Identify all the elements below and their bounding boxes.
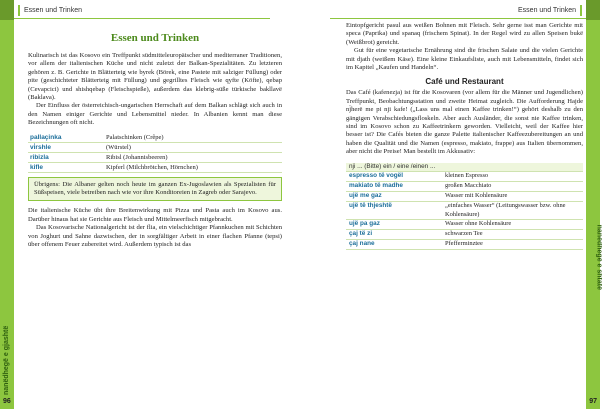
left-page <box>0 0 300 409</box>
paragraph-italian-cuisine: Die italienische Küche übt ihre Breitenwirkung mit Pizza und Pasta auch im Kosovo aus. Darüber hinaus hat sie Gerichte aus Fleisch und Mittelmeerfisch mitgebracht. <box>28 207 282 223</box>
paragraph-austro-hungarian: Der Einfluss der österreichisch-ungarischen Herrschaft auf dem Balkan schlägt sich auch in den Namen einiger Gerichte und Lebensmittel nieder. In Albanien kennt man diese Bezeichnungen oft nicht. <box>28 102 282 127</box>
paragraph-cafe: Das Café (kafenezja) ist für die Kosovaren (vor allem für die Männer und Jugendlichen) Treffpunkt, Beobachtungsstation und zweite Heimat zugleich. Die Aufforderung Hajde nj̈herë me pi nji kafe! („Lass uns mal einen Kaffee trinken!“) gehört deshalb zu den gängigen Verabschiedungsfloskeln. Aber auch Ausländer, die sonst nie Kaffee trinken, sind im Kosovo schon zu Kaffeetrinkern geworden. Vielleicht, weil der Kaffee hier besser ist? Die Cafés bieten die ganze Palette italienischer Kaffeezubereitungen an und haben die Qualität und die Namen (espresso, makiato, frappe) aus Italien übernommen, aber nicht die Preise! Man bestellt im Akkusativ: <box>346 89 583 156</box>
table-row: espresso të vogël kleinen Espresso <box>346 172 583 182</box>
paragraph-vegetarian: Gut für eine vegetarische Ernährung sind die frischen Salate und die vielen Gerichte mit djath (weißem Käse). Eine kleine Einkaufsliste, auch mit Lebensmitteln, findet sich im Kapitel „Kaufen und Handeln“. <box>346 47 583 72</box>
table-row: vi̇rshle (Würstel) <box>28 142 282 152</box>
page-number-right: 97 <box>589 398 597 405</box>
table-row: kifle Kipferl (Milchbrötchen, Hörnchen) <box>28 162 282 172</box>
right-content <box>346 22 583 250</box>
right-page <box>300 0 600 409</box>
table-row: ujë të thjeshtë „einfaches Wasser“ (Leitungswasser bzw. ohne Kohlensäure) <box>346 201 583 220</box>
vocab-table <box>28 133 282 173</box>
paragraph-pasul: Eintopfgericht pasul aus weißen Bohnen mit Fleisch. Sehr gerne isst man Gerichte mit speca (Paprika) und spanaq (frischem Spinat). In der Regel wird zu allen Speisen bukë (Weißbrot) gereicht. <box>346 22 583 46</box>
header-rule-right <box>330 18 586 19</box>
page-number-left: 96 <box>3 398 11 405</box>
table-row: pallaçinka Palatschinken (Crêpe) <box>28 133 282 143</box>
note-text: Übrigens: Die Albaner gelten noch heute im ganzen Ex-Jugoslawien als Spezialisten für Süßspeisen, viele betreiben nach wie vor ihre Konditoreien in Zagreb oder Sarajevo. <box>34 180 276 197</box>
running-head-left: Essen und Trinken <box>18 5 86 16</box>
table-row: çaj nane Pfefferminztee <box>346 240 583 250</box>
phrase-header-row <box>346 163 583 172</box>
corner-tab-left <box>0 0 14 20</box>
left-content <box>28 30 282 250</box>
phrase-header: nji ... (Bitte) ein / eine /einen ... <box>346 163 583 172</box>
table-row: ribizla Ribisl (Johannisbeeren) <box>28 152 282 162</box>
side-strip-right <box>586 0 600 409</box>
side-label-left: nanëdhegë e gjashtë <box>3 325 10 395</box>
corner-tab-right <box>586 0 600 20</box>
running-head-right: Essen und Trinken <box>514 5 582 16</box>
header-rule-left <box>14 18 270 19</box>
table-row: çaj të zi schwarzen Tee <box>346 230 583 240</box>
chapter-title: Essen und Trinken <box>110 32 200 44</box>
section-title-cafe: Café und Restaurant <box>425 77 504 87</box>
note-box <box>28 177 282 202</box>
paragraph-national-dish: Das Kosovarische Nationalgericht ist der flia, ein vielschichtiger Pfannkuchen mit Schichten von Joghurt und Sahne dazwischen, der in sorgfältiger Arbeit in einer flachen Pfanne (tepsi) über offenem Feuer zubereitet wird. Außerdem typisch ist das <box>28 224 282 249</box>
intro-paragraph: Kulinarisch ist das Kosovo ein Treffpunkt südmitteleuropäischer und mediterraner Traditionen, vor allem der italienischen Küche und nicht zuletzt der Balkan-Spezialitäten. Zu letzteren gehören z. B. Gerichte in Blätterteig wie byrek (Börek, eine Pastete mit salziger Füllung) oder pite (geschichteter Blätterteig mit Füllung) und gegrilltes Fleisch wie qyfte (Köfte), qebap (Cevapcici) und shishqebap (Fleischspieße), außerdem das klebrig-süße türkische bakllavë (Baklava). <box>28 52 282 102</box>
phrase-table <box>346 163 583 250</box>
table-row: ujë pa gaz Wasser ohne Kohlensäure <box>346 220 583 230</box>
table-row: ujë me gaz Wasser mit Kohlensäure <box>346 192 583 202</box>
table-row: makiato të madhe großen Macchiato <box>346 182 583 192</box>
side-label-right: nanëdhegë e shtatë <box>595 224 602 290</box>
